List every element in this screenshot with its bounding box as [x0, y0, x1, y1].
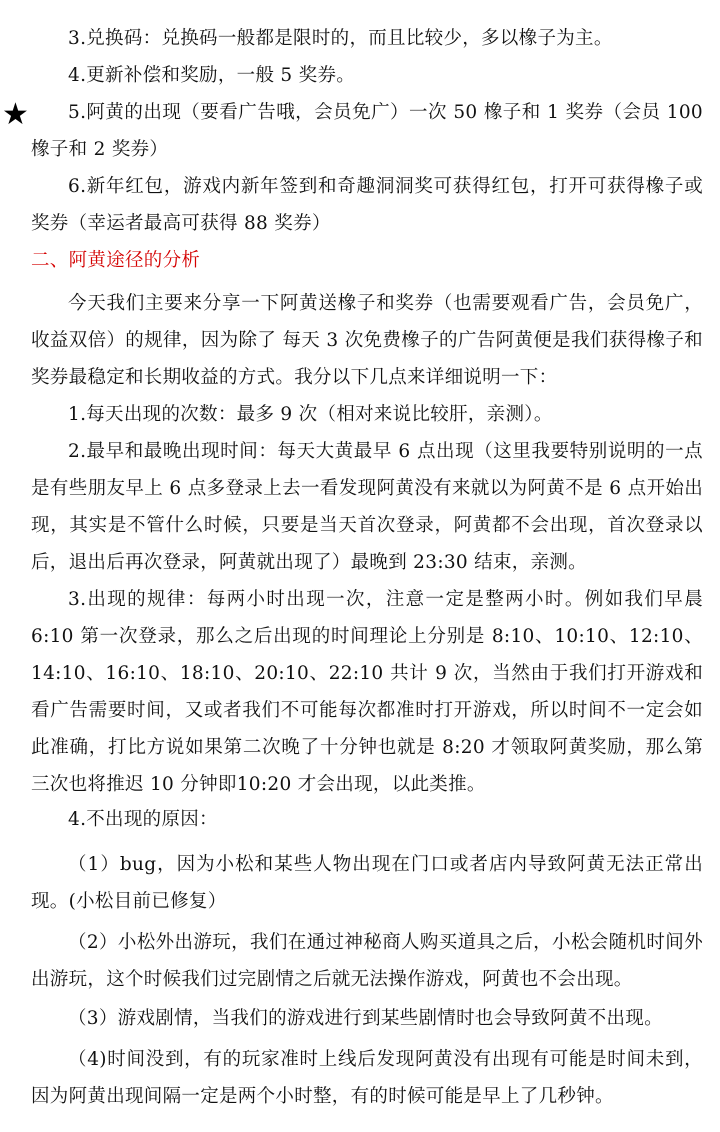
reason-item: （3）游戏剧情，当我们的游戏进行到某些剧情时也会导致阿黄不出现。: [68, 1008, 663, 1029]
list-item: 3.兑换码：兑换码一般都是限时的，而且比较少，多以橡子为主。: [68, 28, 613, 49]
point-item: 2.最早和最晚出现时间：每天大黄最早 6 点出现（这里我要特别说明的一点是有些朋友早上 6 点多登录上去一看发现阿黄没有来就以为阿黄不是 6 点开始出现，其实是不管什么时候，只要是当天首次登录，阿黄都不会出现，首次登录以后，退出后再次登录，阿黄就出现了）最晚到 23:30 结束，亲测。: [31, 441, 703, 573]
reason-item: （2）小松外出游玩，我们在通过神秘商人购买道具之后，小松会随机时间外出游玩，这个时候我们过完剧情之后就无法操作游戏，阿黄也不会出现。: [31, 932, 703, 990]
point-item: 4.不出现的原因：: [68, 809, 218, 830]
list-item: 5.阿黄的出现（要看广告哦，会员免广）一次 50 橡子和 1 奖券（会员 100 橡子和 2 奖券）: [31, 102, 703, 160]
reason-item: （1）bug，因为小松和某些人物出现在门口或者店内导致阿黄无法正常出现。(小松目前已修复）: [31, 854, 703, 912]
star-icon: ★: [2, 97, 29, 132]
reason-item: （4)时间没到，有的玩家准时上线后发现阿黄没有出现有可能是时间未到，因为阿黄出现间隔一定是两个小时整，有的时候可能是早上了几秒钟。: [31, 1049, 703, 1107]
point-item: 1.每天出现的次数：最多 9 次（相对来说比较肝，亲测）。: [68, 404, 553, 425]
list-item: 6.新年红包，游戏内新年签到和奇趣洞洞奖可获得红包，打开可获得橡子或奖券（幸运者最高可获得 88 奖券）: [31, 176, 703, 234]
section-title: 二、阿黄途径的分析: [31, 250, 201, 271]
list-item: 4.更新补偿和奖励，一般 5 奖券。: [68, 65, 356, 86]
point-item: 3.出现的规律：每两小时出现一次，注意一定是整两小时。例如我们早晨 6:10 第一次登录，那么之后出现的时间理论上分别是 8:10、10:10、12:10、14:10、16:10、18:10、20:10、22:10 共计 9 次，当然由于我们打开游戏和看广告需要时间，又或者我们不可能每次都准时打开游戏，所以时间不一定会如此准确，打比方说如果第二次晚了十分钟也就是 8:20 才领取阿黄奖励，那么第三次也将推迟 10 分钟即10:20 才会出现，以此类推。: [31, 589, 703, 795]
intro-paragraph: 今天我们主要来分享一下阿黄送橡子和奖券（也需要观看广告，会员免广，收益双倍）的规律，因为除了 每天 3 次免费橡子的广告阿黄便是我们获得橡子和奖券最稳定和长期收益的方式。我分以下几点来详细说明一下：: [31, 293, 703, 388]
